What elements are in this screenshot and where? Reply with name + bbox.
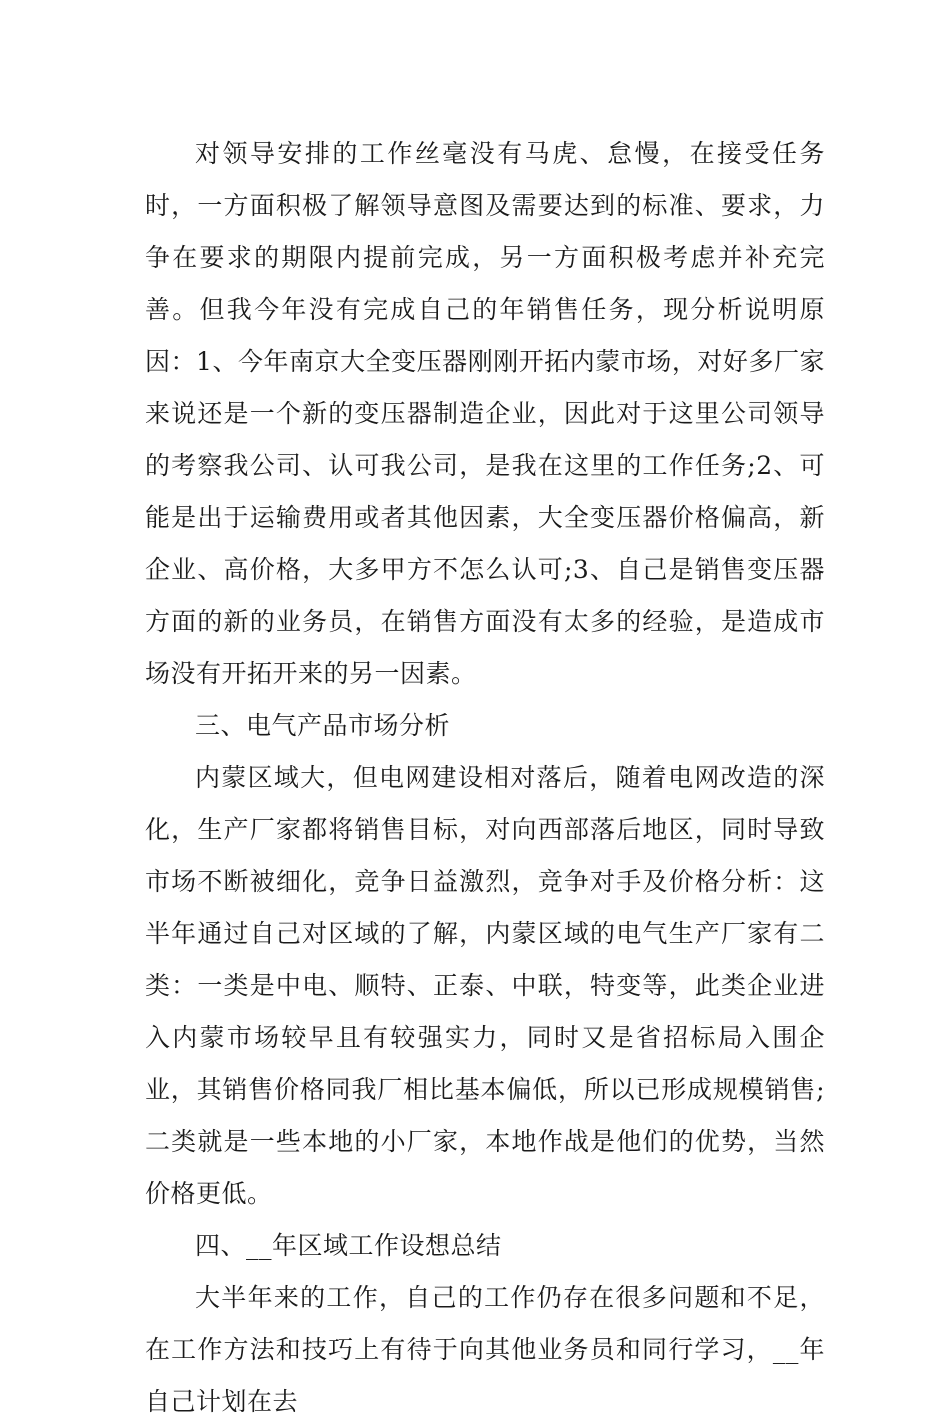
- paragraph-work-plan: 大半年来的工作，自己的工作仍存在很多问题和不足，在工作方法和技巧上有待于向其他业务员和同行学习，__年自己计划在去: [145, 1283, 825, 1416]
- section-heading-work-plan: 四、__年区域工作设想总结: [195, 1231, 502, 1260]
- document-body: [145, 128, 825, 1428]
- section-heading-market-analysis: 三、电气产品市场分析: [195, 711, 451, 740]
- paragraph-market-analysis: 内蒙区域大，但电网建设相对落后，随着电网改造的深化，生产厂家都将销售目标，对向西部落后地区，同时导致市场不断被细化，竞争日益激烈，竞争对手及价格分析：这半年通过自己对区域的了解，内蒙区域的电气生产厂家有二类：一类是中电、顺特、正泰、中联，特变等，此类企业进入内蒙市场较早且有较强实力，同时又是省招标局入围企业，其销售价格同我厂相比基本偏低，所以已形成规模销售;二类就是一些本地的小厂家，本地作战是他们的优势，当然价格更低。: [145, 763, 825, 1208]
- paragraph-work-attitude: 对领导安排的工作丝毫没有马虎、怠慢，在接受任务时，一方面积极了解领导意图及需要达到的标准、要求，力争在要求的期限内提前完成，另一方面积极考虑并补充完善。但我今年没有完成自己的年销售任务，现分析说明原因：1、今年南京大全变压器刚刚开拓内蒙市场，对好多厂家来说还是一个新的变压器制造企业，因此对于这里公司领导的考察我公司、认可我公司，是我在这里的工作任务;2、可能是出于运输费用或者其他因素，大全变压器价格偏高，新企业、高价格，大多甲方不怎么认可;3、自己是销售变压器方面的新的业务员，在销售方面没有太多的经验，是造成市场没有开拓开来的另一因素。: [145, 139, 825, 688]
